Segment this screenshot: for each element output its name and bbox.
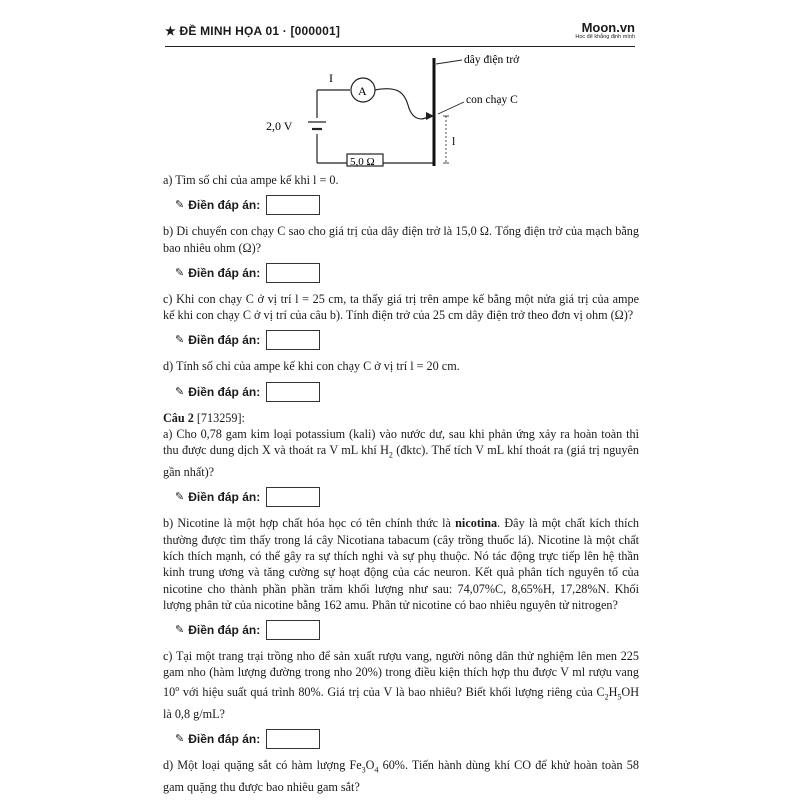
resistor-label: 5,0 Ω — [350, 156, 375, 168]
length-label: l — [452, 134, 456, 148]
q2-part-b: b) Nicotine là một hợp chất hóa học có tên chính thức là nicotina. Đây là một chất kích thích thường được tìm thấy trong lá cây Nicotiana tabacum (cây trồng thuốc lá). Nicotine là một chất kích thích mạnh, có thể gây ra sự thích nghi và sự phụ thuộc. Nó tác động trực tiếp lên hệ thần kinh trung ương và tăng cường sự hoạt động của các neuron. Kết quả phân tích nguyên tố của nicotine cho thành phần phần trăm khối lượng như sau: 74,07%C, 8,65%H, 17,28%N. Khối lượng phân tử của nicotine bằng 162 amu. Phân tử nicotine có bao nhiêu nguyên tử nitrogen? — [163, 516, 639, 612]
wire-curve-to-slider — [375, 89, 430, 119]
question-content — [163, 172, 639, 795]
pencil-icon: ✎ — [175, 491, 185, 504]
answer-row-q1a — [175, 194, 639, 216]
wire-label: dây điện trở — [464, 54, 520, 66]
brand-tagline: Học để khẳng định mình — [575, 34, 635, 40]
pencil-icon: ✎ — [175, 266, 185, 279]
q2-part-d: d) Một loại quặng sắt có hàm lượng $Fe_3O_4$ 60%. Tiến hành dùng khí CO để khử hoàn toàn 58 gam quặng thu được bao nhiêu gam sắt? — [163, 757, 639, 794]
answer-input-q1b[interactable] — [266, 263, 320, 283]
answer-row-q2a — [175, 486, 639, 508]
pencil-icon: ✎ — [175, 624, 185, 637]
pencil-icon: ✎ — [175, 732, 185, 745]
answer-row-q1d — [175, 381, 639, 403]
pencil-icon: ✎ — [175, 385, 185, 398]
answer-label: Điền đáp án: — [188, 198, 261, 213]
q1-part-c: c) Khi con chạy C ở vị trí l = 25 cm, ta thấy giá trị trên ampe kế bằng một nửa giá trị của ampe kế khi con chạy C ở vị trí của câu b). Tính điện trở của 25 cm dây điện trở theo đơn vị ohm (Ω)? — [163, 291, 639, 323]
answer-label: Điền đáp án: — [188, 731, 261, 746]
answer-row-q1b — [175, 262, 639, 284]
answer-input-q2c[interactable] — [266, 729, 320, 749]
q2-heading — [163, 410, 639, 426]
voltage-label: 2,0 V — [266, 119, 293, 133]
q2-title: Câu 2 — [163, 410, 194, 425]
answer-input-q1c[interactable] — [266, 330, 320, 350]
answer-label: Điền đáp án: — [188, 623, 261, 638]
circuit-diagram — [250, 50, 560, 172]
pencil-icon: ✎ — [175, 334, 185, 347]
brand-logo — [575, 20, 635, 40]
answer-input-q2a[interactable] — [266, 487, 320, 507]
answer-row-q1c — [175, 329, 639, 351]
answer-row-q2b — [175, 619, 639, 641]
slider-label: con chạy C — [466, 94, 518, 106]
slider-label-leader — [438, 102, 464, 114]
current-label: I — [329, 71, 333, 85]
q1-part-a: a) Tìm số chỉ của ampe kế khi l = 0. — [163, 173, 339, 187]
answer-input-q2b[interactable] — [266, 620, 320, 640]
answer-label: Điền đáp án: — [188, 384, 261, 399]
answer-row-q2c — [175, 728, 639, 750]
brand-name: Moon.vn — [581, 20, 635, 35]
answer-label: Điền đáp án: — [188, 265, 261, 280]
header-title: ★ ĐỀ MINH HỌA 01 · [000001] — [165, 24, 341, 38]
answer-label: Điền đáp án: — [188, 490, 261, 505]
answer-label: Điền đáp án: — [188, 333, 261, 348]
q2-id: [713259]: — [196, 410, 245, 425]
pencil-icon: ✎ — [175, 199, 185, 212]
ammeter-label: A — [358, 84, 367, 98]
q2-part-c: c) Tại một trang trại trồng nho để sản xuất rượu vang, người nông dân thử nghiệm lên men 225 gam nho (hàm lượng đường trong nho 20%) trong điều kiện thích hợp thu được V ml rượu vang 10$^o$ với hiệu suất quá trình 80%. Giá trị của V là bao nhiêu? Biết khối lượng riêng của $C_2H_5OH$ là 0,8 g/mL? — [163, 649, 639, 721]
page-header — [165, 22, 635, 47]
answer-input-q1a[interactable] — [266, 195, 320, 215]
q1-part-b: b) Di chuyển con chạy C sao cho giá trị của dây điện trở là 15,0 Ω. Tổng điện trở của mạch bằng bao nhiêu ohm (Ω)? — [163, 224, 639, 255]
q1-part-d: d) Tính số chỉ của ampe kế khi con chạy C ở vị trí l = 20 cm. — [163, 359, 460, 374]
wire-label-leader — [436, 60, 462, 64]
answer-input-q1d[interactable] — [266, 382, 320, 402]
q2-part-a: a) Cho 0,78 gam kim loại potassium (kali) vào nước dư, sau khi phản ứng xảy ra hoàn toàn thì thu được dung dịch X và thoát ra V mL khí $H_2$ (đktc). Thể tích V mL khí thoát ra (giá trị nguyên gần nhất)? — [163, 427, 639, 480]
